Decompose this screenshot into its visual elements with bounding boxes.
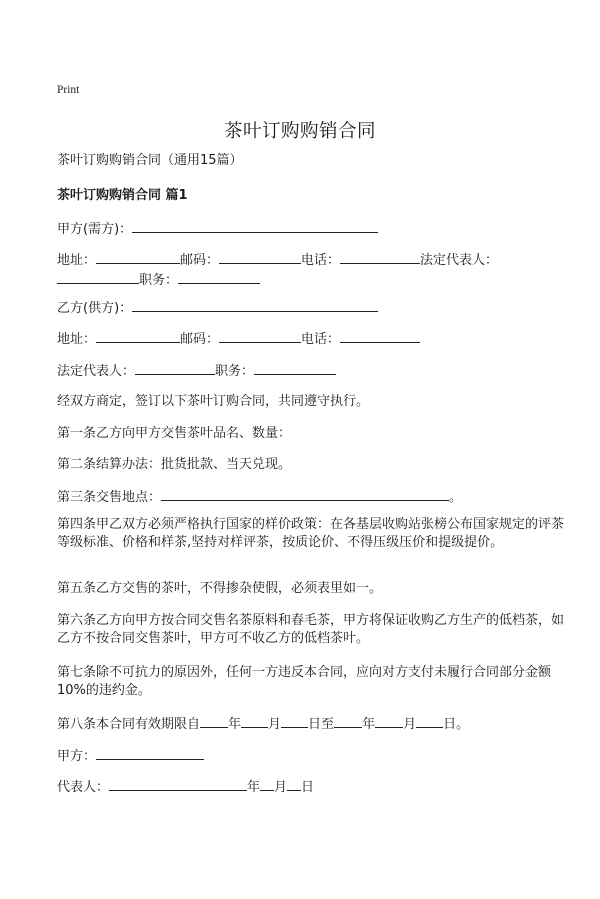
party-b-phone-blank[interactable]: [340, 329, 420, 343]
clause-7: 第七条除不可抗力的原因外，任何一方违反本合同，应向对方支付未履行合同部分金额10%的违约金。: [57, 665, 552, 698]
party-a-address-label: 地址：: [57, 253, 97, 268]
party-a-blank[interactable]: [132, 219, 378, 233]
signature-day-label: 日: [301, 780, 315, 795]
party-b-contact-row: [57, 329, 567, 349]
party-a-contact-row: [57, 250, 567, 270]
party-b-title-blank[interactable]: [254, 361, 336, 375]
party-a-zip-blank[interactable]: [219, 250, 301, 264]
clause-2: 第二条结算办法：批货批款、当天兑现。: [57, 457, 292, 472]
start-year-label: 年: [228, 717, 242, 732]
party-b-blank[interactable]: [132, 298, 378, 312]
signature-month-label: 月: [274, 780, 288, 795]
clause-5: 第五条乙方交售的茶叶，不得掺杂使假，必须表里如一。: [57, 581, 383, 596]
party-a-address-blank[interactable]: [96, 250, 180, 264]
signature-rep-blank[interactable]: [109, 777, 247, 791]
party-b-address-label: 地址：: [57, 332, 97, 347]
party-a-title-blank[interactable]: [178, 270, 260, 284]
signature-day-blank[interactable]: [287, 777, 301, 791]
print-label[interactable]: Print: [57, 84, 80, 96]
clause-3: [57, 487, 567, 507]
end-year-label: 年: [362, 717, 376, 732]
signature-party-a: [57, 746, 567, 766]
end-month-blank[interactable]: [375, 714, 403, 728]
delivery-location-blank[interactable]: [161, 487, 449, 501]
party-b-address-blank[interactable]: [96, 329, 180, 343]
party-a-phone-label: 电话：: [301, 253, 341, 268]
party-b-row: [57, 298, 567, 318]
party-b-rep-label: 法定代表人：: [57, 364, 136, 379]
party-a-title-label: 职务：: [139, 273, 179, 288]
party-b-phone-label: 电话：: [301, 332, 341, 347]
party-b-title-label: 职务：: [215, 364, 255, 379]
section-heading: 茶叶订购购销合同 篇1: [57, 188, 188, 203]
party-a-label: 甲方(需方)：: [57, 222, 133, 237]
end-day-blank[interactable]: [416, 714, 443, 728]
clause-6: 第六条乙方向甲方按合同交售名茶原料和春毛茶，甲方将保证收购乙方生产的低档茶，如乙方不按合同交售茶叶，甲方可不收乙方的低档茶叶。: [57, 613, 565, 646]
end-year-blank[interactable]: [334, 714, 362, 728]
signature-rep-label: 代表人：: [57, 780, 110, 795]
clause-8: [57, 714, 567, 734]
signature-year-label: 年: [247, 780, 261, 795]
party-a-rep-blank[interactable]: [57, 270, 139, 284]
clause-8-prefix: 第八条本合同有效期限自: [57, 717, 201, 732]
party-b-zip-blank[interactable]: [219, 329, 301, 343]
party-a-row: [57, 219, 567, 239]
intro-text: 经双方商定，签订以下茶叶订购合同，共同遵守执行。: [57, 394, 370, 409]
clause-4: 第四条甲乙双方必须严格执行国家的样价政策：在各基层收购站张榜公布国家规定的评茶等级标准、价格和样茶,坚持对样评茶，按质论价、不得压级压价和提级提价。: [57, 517, 565, 550]
party-b-rep-blank[interactable]: [135, 361, 215, 375]
start-year-blank[interactable]: [200, 714, 228, 728]
signature-party-a-blank[interactable]: [96, 746, 204, 760]
start-month-label: 月: [268, 717, 282, 732]
clause-1: 第一条乙方向甲方交售茶叶品名、数量：: [57, 426, 292, 441]
end-month-label: 月: [403, 717, 417, 732]
document-title: 茶叶订购购销合同: [223, 121, 376, 142]
clause-3-end: 。: [449, 490, 463, 505]
party-a-zip-label: 邮码：: [180, 253, 220, 268]
end-day-label: 日。: [443, 717, 470, 732]
party-b-rep-row: [57, 361, 567, 381]
party-a-phone-blank[interactable]: [340, 250, 420, 264]
signature-month-blank[interactable]: [260, 777, 274, 791]
clause-3-label: 第三条交售地点：: [57, 490, 162, 505]
party-a-title-row: [57, 270, 567, 290]
start-day-label: 日至: [308, 717, 335, 732]
document-subtitle: 茶叶订购购销合同（通用15篇）: [57, 153, 243, 168]
start-month-blank[interactable]: [241, 714, 268, 728]
party-b-label: 乙方(供方)：: [57, 301, 133, 316]
party-a-rep-label: 法定代表人：: [420, 253, 499, 268]
signature-party-a-label: 甲方：: [57, 749, 97, 764]
party-b-zip-label: 邮码：: [180, 332, 220, 347]
signature-rep: [57, 777, 567, 797]
start-day-blank[interactable]: [281, 714, 308, 728]
